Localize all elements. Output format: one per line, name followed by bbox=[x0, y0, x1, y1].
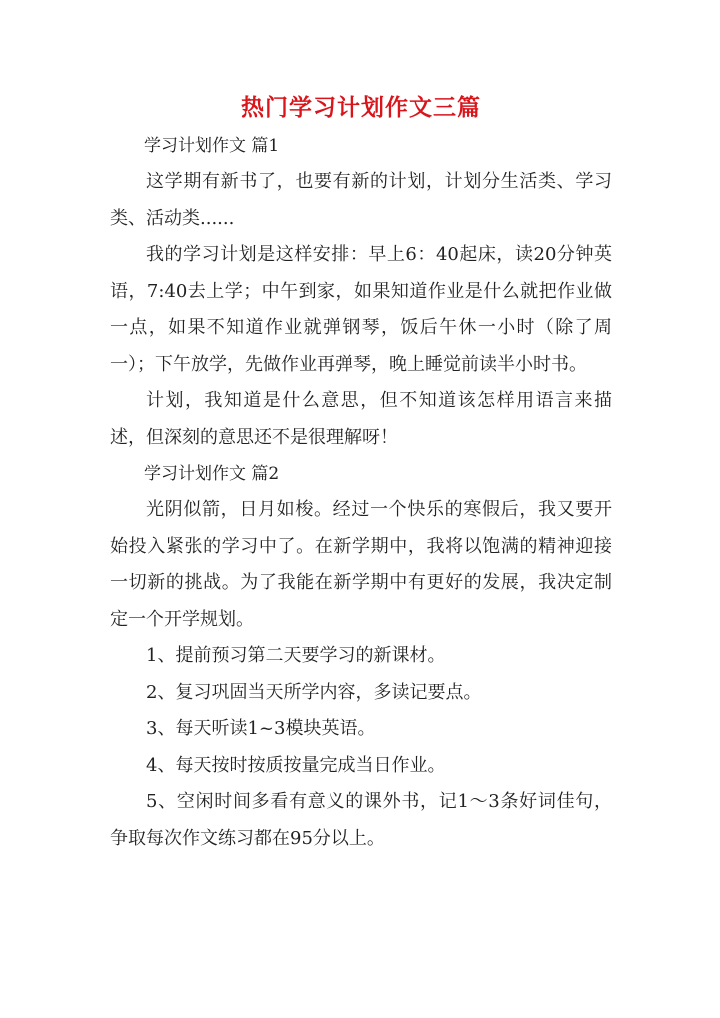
section-1 bbox=[110, 128, 612, 456]
list-item: 2、复习巩固当天所学内容，多读记要点。 bbox=[146, 681, 482, 703]
list-item: 4、每天按时按质按量完成当日作业。 bbox=[146, 754, 446, 776]
list-item: 5、空闲时间多看有意义的课外书，记1～3条好词佳句，争取每次作文练习都在95分以上。 bbox=[110, 791, 612, 849]
list-item: 1、提前预习第二天要学习的新课材。 bbox=[146, 645, 446, 666]
section-2 bbox=[110, 456, 612, 857]
section-heading: 学习计划作文 篇1 bbox=[144, 136, 280, 156]
paragraph: 光阴似箭，日月如梭。经过一个快乐的寒假后，我又要开始投入紧张的学习中了。在新学期中，我将以饱满的精神迎接一切新的挑战。为了我能在新学期中有更好的发展，我决定制定一个开学规划。 bbox=[110, 499, 612, 630]
paragraph: 我的学习计划是这样安排：早上6：40起床，读20分钟英语，7:40去上学；中午到家，如果知道作业是什么就把作业做一点，如果不知道作业就弹钢琴，饭后午休一小时（除了周一）；下午放学，先做作业再弹琴，晚上睡觉前读半小时书。 bbox=[110, 244, 612, 375]
section-heading: 学习计划作文 篇2 bbox=[144, 464, 280, 484]
list-item: 3、每天听读1~3模块英语。 bbox=[146, 718, 376, 739]
paragraph: 这学期有新书了，也要有新的计划，计划分生活类、学习类、活动类...... bbox=[110, 171, 612, 229]
paragraph: 计划，我知道是什么意思，但不知道该怎样用语言来描述，但深刻的意思还不是很理解呀！ bbox=[110, 390, 612, 448]
document-title: 热门学习计划作文三篇 bbox=[241, 94, 481, 121]
